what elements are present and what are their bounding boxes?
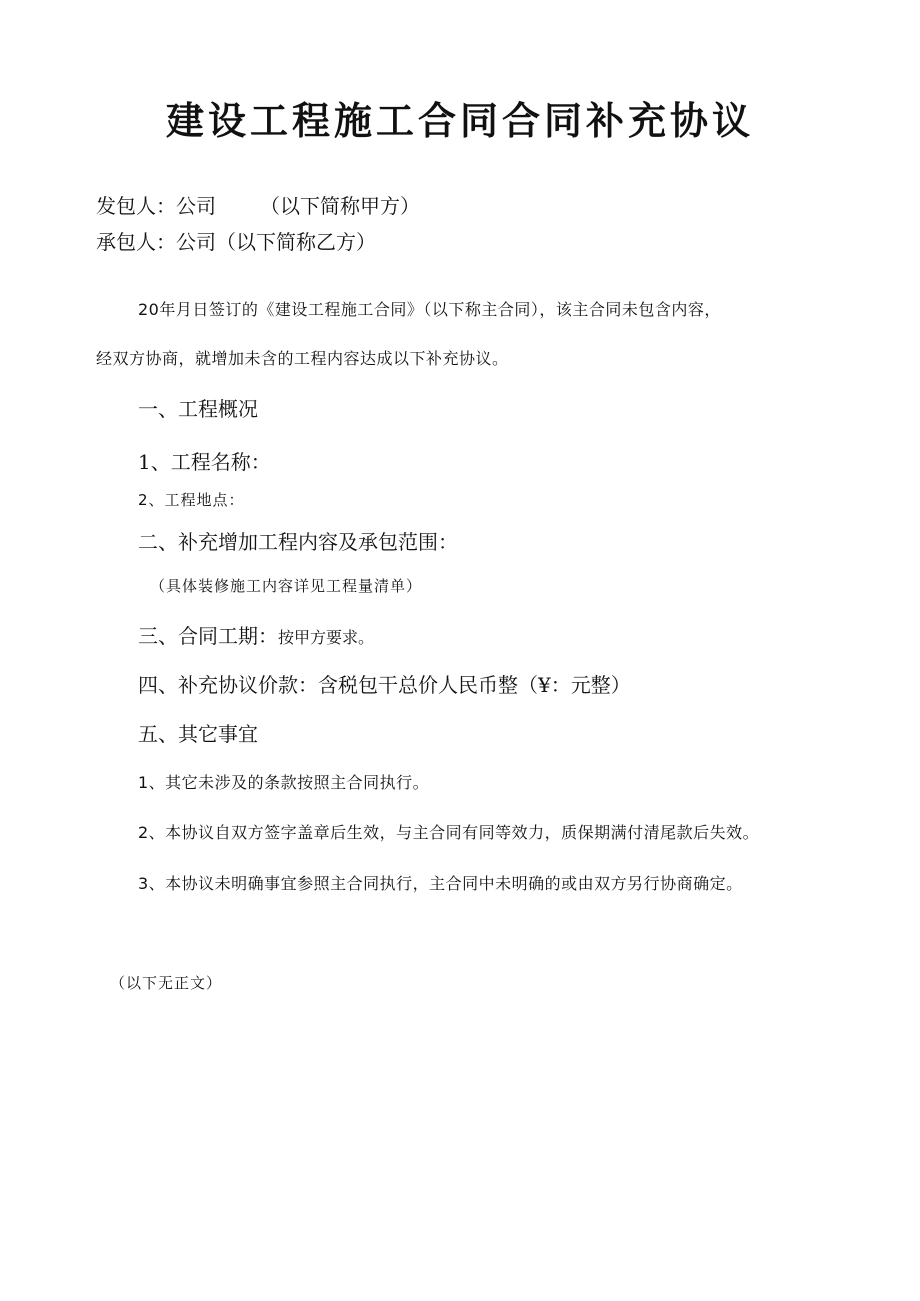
- employer-line: [96, 190, 420, 219]
- employer-alias: （以下简称甲方）: [260, 194, 420, 218]
- document-title: 建设工程施工合同合同补充协议: [165, 98, 754, 143]
- contractor-alias: （以下简称乙方）: [216, 230, 376, 254]
- intro-line-1: 20年月日签订的《建设工程施工合同》（以下称主合同），该主合同未包含内容，: [138, 300, 721, 319]
- section5-heading: 五、其它事宜: [138, 722, 258, 746]
- section5-item3: 3、本协议未明确事宜参照主合同执行，主合同中未明确的或由双方另行协商确定。: [138, 874, 743, 893]
- employer-name: 公司: [176, 194, 216, 218]
- contractor-line: [96, 226, 376, 255]
- section5-item2: 2、本协议自双方签字盖章后生效，与主合同有同等效力，质保期满付清尾款后失效。: [138, 823, 760, 842]
- section2-note: （具体装修施工内容详见工程量清单）: [150, 577, 423, 595]
- section3-line: [138, 620, 374, 649]
- end-of-text-note: （以下无正文）: [110, 974, 223, 992]
- section1-item1: 1、工程名称：: [138, 450, 271, 474]
- contractor-name: 公司: [176, 230, 216, 254]
- employer-label: 发包人：: [96, 194, 176, 218]
- contractor-label: 承包人：: [96, 230, 176, 254]
- section3-heading: 三、合同工期：: [138, 624, 278, 648]
- section4-heading: 四、补充协议价款：含税包干总价人民币整（¥：元整）: [138, 673, 631, 697]
- section2-heading: 二、补充增加工程内容及承包范围：: [138, 530, 458, 554]
- intro-line-2: 经双方协商，就增加未含的工程内容达成以下补充协议。: [96, 349, 509, 368]
- section1-heading: 一、工程概况: [138, 397, 258, 421]
- section5-item1: 1、其它未涉及的条款按照主合同执行。: [138, 773, 430, 792]
- section3-value: 按甲方要求。: [278, 628, 375, 647]
- section1-item2: 2、工程地点：: [138, 491, 245, 509]
